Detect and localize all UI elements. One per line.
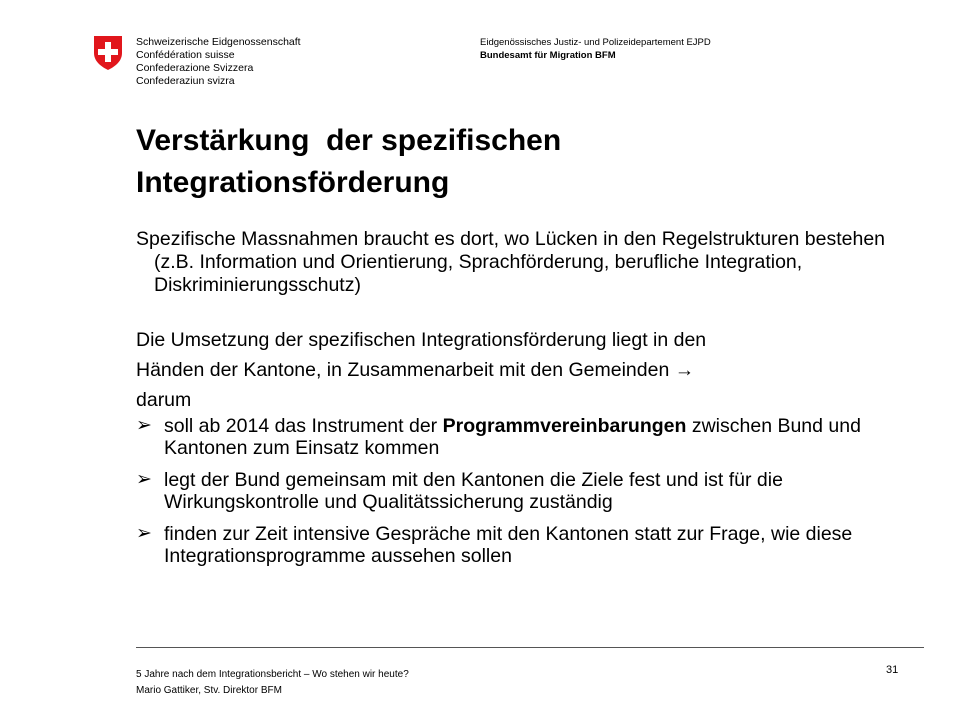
paragraph-implementation-line-1: Die Umsetzung der spezifischen Integrationsförderung liegt in den [136, 329, 707, 351]
bullet-text-pre: soll ab 2014 das Instrument der [164, 415, 443, 437]
confederation-name-it: Confederazione Svizzera [136, 62, 254, 74]
swiss-coat-of-arms-icon [92, 35, 124, 71]
confederation-name-de: Schweizerische Eidgenossenschaft [136, 36, 301, 48]
department-name: Eidgenössisches Justiz- und Polizeidepartement EJPD [480, 37, 711, 48]
bullet-text: legt der Bund gemeinsam mit den Kantonen die Ziele fest und ist für die Wirkungskontrolle und Qualitätssicherung zuständig [164, 469, 783, 513]
bullet-text-bold: Programmvereinbarungen [442, 415, 687, 437]
confederation-names [136, 36, 301, 88]
confederation-name-fr: Confédération suisse [136, 49, 235, 61]
footer-info [136, 667, 409, 699]
footer-divider [136, 647, 924, 648]
slide-title-line-1: Verstärkung der spezifischen [136, 124, 562, 157]
page-number: 31 [886, 664, 899, 676]
bullet-text: finden zur Zeit intensive Gespräche mit den Kantonen statt zur Frage, wie diese Integrationsprogramme aussehen sollen [164, 523, 853, 567]
footer-presenter: Mario Gattiker, Stv. Direktor BFM [136, 685, 282, 696]
bullet-text-post: zwischen Bund und Kantonen zum Einsatz kommen [164, 415, 861, 459]
paragraph-implementation-line-3: darum [136, 389, 192, 411]
bullet-item [136, 523, 916, 567]
office-name: Bundesamt für Migration BFM [480, 50, 616, 61]
arrowhead-bullet-icon: ➢ [136, 523, 152, 544]
slide-header [0, 0, 960, 100]
arrowhead-bullet-icon: ➢ [136, 469, 152, 490]
paragraph-implementation-line-2: Händen der Kantone, in Zusammenarbeit mit den Gemeinden → [136, 359, 695, 381]
bullet-item [136, 469, 916, 513]
paragraph-implementation [136, 325, 916, 415]
slide-title [136, 120, 896, 204]
bullet-item [136, 415, 916, 459]
paragraph-specific-measures: Spezifische Massnahmen braucht es dort, wo Lücken in den Regelstrukturen bestehen (z.B. Information und Orientierung, Sprachförderung, berufliche Integration, Diskriminierungsschutz) [136, 228, 886, 296]
slide-title-line-2: Integrationsförderung [136, 166, 450, 199]
confederation-name-rm: Confederaziun svizra [136, 75, 235, 87]
arrowhead-bullet-icon: ➢ [136, 415, 152, 436]
slide-body [136, 228, 916, 577]
footer-presentation-title: 5 Jahre nach dem Integrationsbericht – Wo stehen wir heute? [136, 669, 409, 680]
department-block [480, 36, 711, 62]
bullet-list [136, 415, 916, 567]
